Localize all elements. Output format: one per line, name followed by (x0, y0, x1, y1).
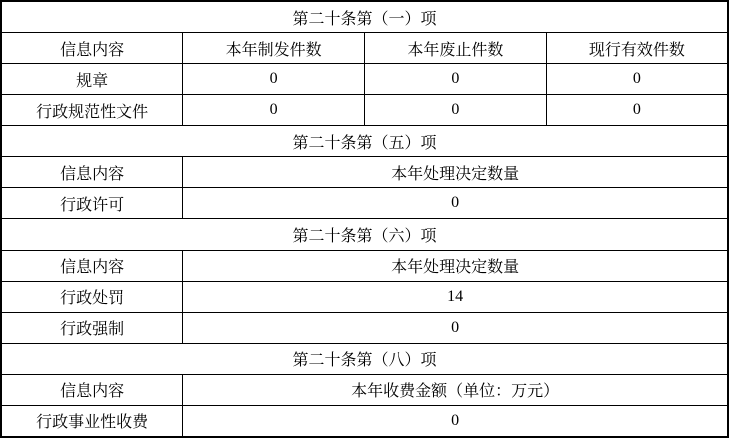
cell-value: 0 (365, 95, 547, 126)
column-header-info-content: 信息内容 (1, 374, 183, 405)
table-row (1, 188, 728, 219)
row-label: 行政处罚 (1, 281, 183, 312)
cell-value: 0 (546, 95, 728, 126)
cell-value: 0 (365, 64, 547, 95)
section-title-row (1, 219, 728, 250)
table-row (1, 95, 728, 126)
column-header-decision-count: 本年处理决定数量 (183, 157, 728, 188)
column-header-info-content: 信息内容 (1, 250, 183, 281)
column-header-repealed-count: 本年废止件数 (365, 33, 547, 64)
section-title-row (1, 343, 728, 374)
row-label: 行政事业性收费 (1, 405, 183, 437)
cell-value: 0 (183, 95, 365, 126)
column-header-effective-count: 现行有效件数 (546, 33, 728, 64)
cell-value-highlighted: 0 (183, 405, 728, 437)
column-header-issued-count: 本年制发件数 (183, 33, 365, 64)
column-header-fee-amount: 本年收费金额（单位：万元） (183, 374, 728, 405)
column-header-row (1, 33, 728, 64)
column-header-decision-count: 本年处理决定数量 (183, 250, 728, 281)
cell-value: 0 (183, 188, 728, 219)
row-label: 行政强制 (1, 312, 183, 343)
table-row (1, 312, 728, 343)
column-header-info-content: 信息内容 (1, 33, 183, 64)
cell-value: 0 (546, 64, 728, 95)
section-title: 第二十条第（五）项 (1, 126, 728, 157)
column-header-row (1, 374, 728, 405)
row-label: 规章 (1, 64, 183, 95)
table-row (1, 405, 728, 437)
column-header-info-content: 信息内容 (1, 157, 183, 188)
table-row (1, 64, 728, 95)
table-row (1, 281, 728, 312)
column-header-row (1, 157, 728, 188)
section-title-row (1, 1, 728, 33)
section-title: 第二十条第（六）项 (1, 219, 728, 250)
section-title: 第二十条第（一）项 (1, 1, 728, 33)
section-title: 第二十条第（八）项 (1, 343, 728, 374)
section-title-row (1, 126, 728, 157)
cell-value: 0 (183, 312, 728, 343)
row-label: 行政许可 (1, 188, 183, 219)
column-header-row (1, 250, 728, 281)
row-label: 行政规范性文件 (1, 95, 183, 126)
cell-value: 14 (183, 281, 728, 312)
cell-value: 0 (183, 64, 365, 95)
